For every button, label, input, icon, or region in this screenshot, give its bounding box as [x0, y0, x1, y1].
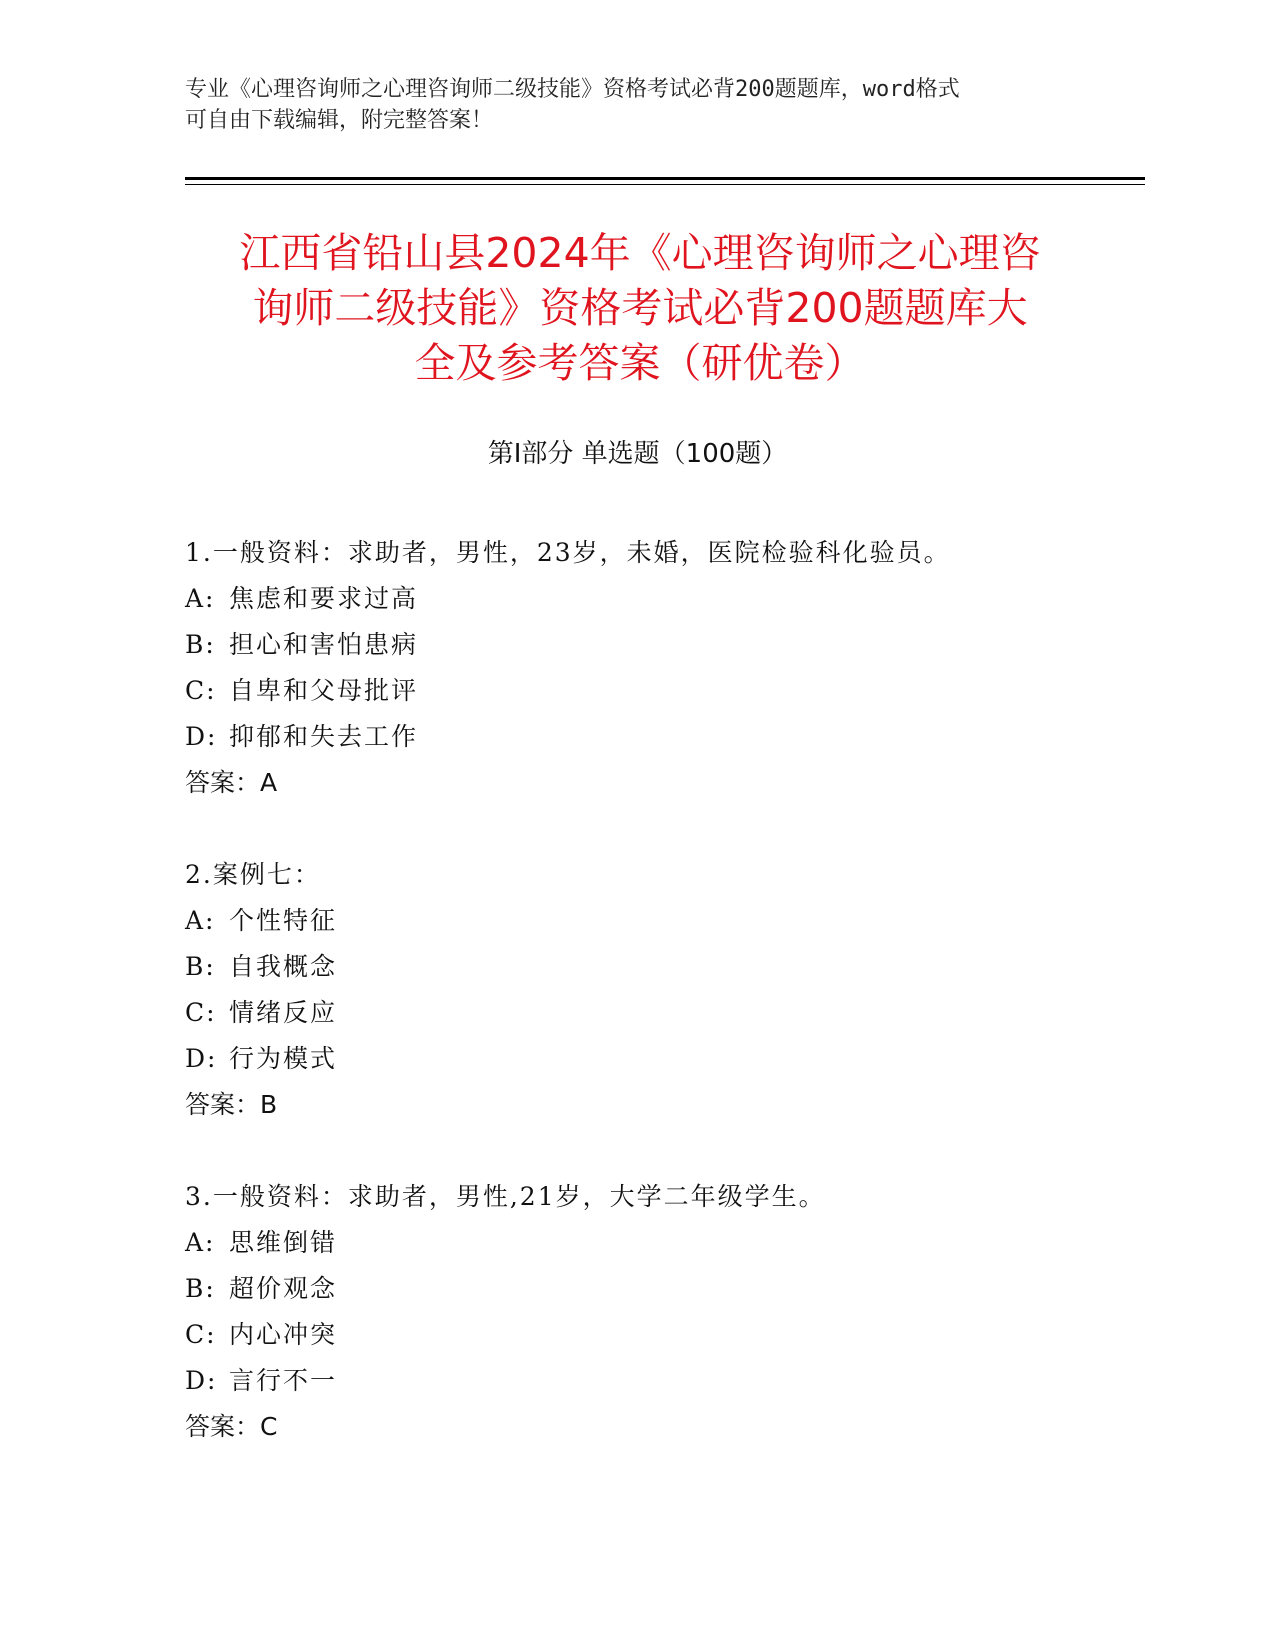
answer-line: 答案：B	[185, 1090, 278, 1119]
question-3	[185, 1174, 1145, 1450]
option-letter: B:	[185, 952, 216, 981]
header-note	[185, 74, 1065, 136]
question-stem: 3.一般资料：求助者，男性,21岁，大学二年级学生。	[185, 1182, 826, 1211]
option-d	[185, 714, 1145, 760]
option-letter: A:	[185, 906, 216, 935]
answer-line: 答案：C	[185, 1412, 278, 1441]
option-text: 内心冲突	[229, 1320, 338, 1349]
option-d	[185, 1036, 1145, 1082]
option-text: 焦虑和要求过高	[229, 584, 419, 613]
option-letter: D:	[185, 722, 218, 751]
document-title	[160, 226, 1120, 391]
question-list	[185, 530, 1145, 1496]
option-text: 个性特征	[229, 906, 338, 935]
option-letter: A:	[185, 1228, 216, 1257]
header-divider-thin	[185, 184, 1145, 185]
option-b	[185, 944, 1145, 990]
option-letter: D:	[185, 1366, 218, 1395]
option-letter: C:	[185, 676, 217, 705]
option-letter: D:	[185, 1044, 218, 1073]
option-text: 抑郁和失去工作	[229, 722, 419, 751]
option-d	[185, 1358, 1145, 1404]
option-c	[185, 668, 1145, 714]
title-line-2: 询师二级技能》资格考试必背200题题库大	[252, 284, 1028, 332]
option-letter: C:	[185, 1320, 217, 1349]
option-text: 担心和害怕患病	[229, 630, 419, 659]
option-text: 思维倒错	[229, 1228, 338, 1257]
title-line-1: 江西省铅山县2024年《心理咨询师之心理咨	[239, 229, 1041, 277]
option-a	[185, 576, 1145, 622]
question-1	[185, 530, 1145, 806]
header-note-line-2: 可自由下载编辑，附完整答案！	[185, 108, 494, 133]
option-c	[185, 990, 1145, 1036]
option-text: 超价观念	[229, 1274, 338, 1303]
option-text: 自卑和父母批评	[229, 676, 419, 705]
header-divider-thick	[185, 177, 1145, 180]
option-text: 自我概念	[229, 952, 338, 981]
header-note-line-1: 专业《心理咨询师之心理咨询师二级技能》资格考试必背200题题库，word格式	[185, 77, 960, 102]
option-letter: B:	[185, 1274, 216, 1303]
question-2	[185, 852, 1145, 1128]
title-line-3: 全及参考答案（研优卷）	[414, 339, 866, 387]
option-c	[185, 1312, 1145, 1358]
option-text: 言行不一	[229, 1366, 338, 1395]
option-a	[185, 1220, 1145, 1266]
option-letter: C:	[185, 998, 217, 1027]
option-b	[185, 1266, 1145, 1312]
question-stem: 2.案例七：	[185, 860, 321, 889]
option-text: 情绪反应	[229, 998, 338, 1027]
option-text: 行为模式	[229, 1044, 338, 1073]
answer-line: 答案：A	[185, 768, 278, 797]
question-stem: 1.一般资料：求助者，男性，23岁，未婚，医院检验科化验员。	[185, 538, 951, 567]
option-b	[185, 622, 1145, 668]
option-letter: B:	[185, 630, 216, 659]
option-a	[185, 898, 1145, 944]
option-letter: A:	[185, 584, 216, 613]
section-heading: 第Ⅰ部分 单选题（100题）	[487, 439, 788, 469]
